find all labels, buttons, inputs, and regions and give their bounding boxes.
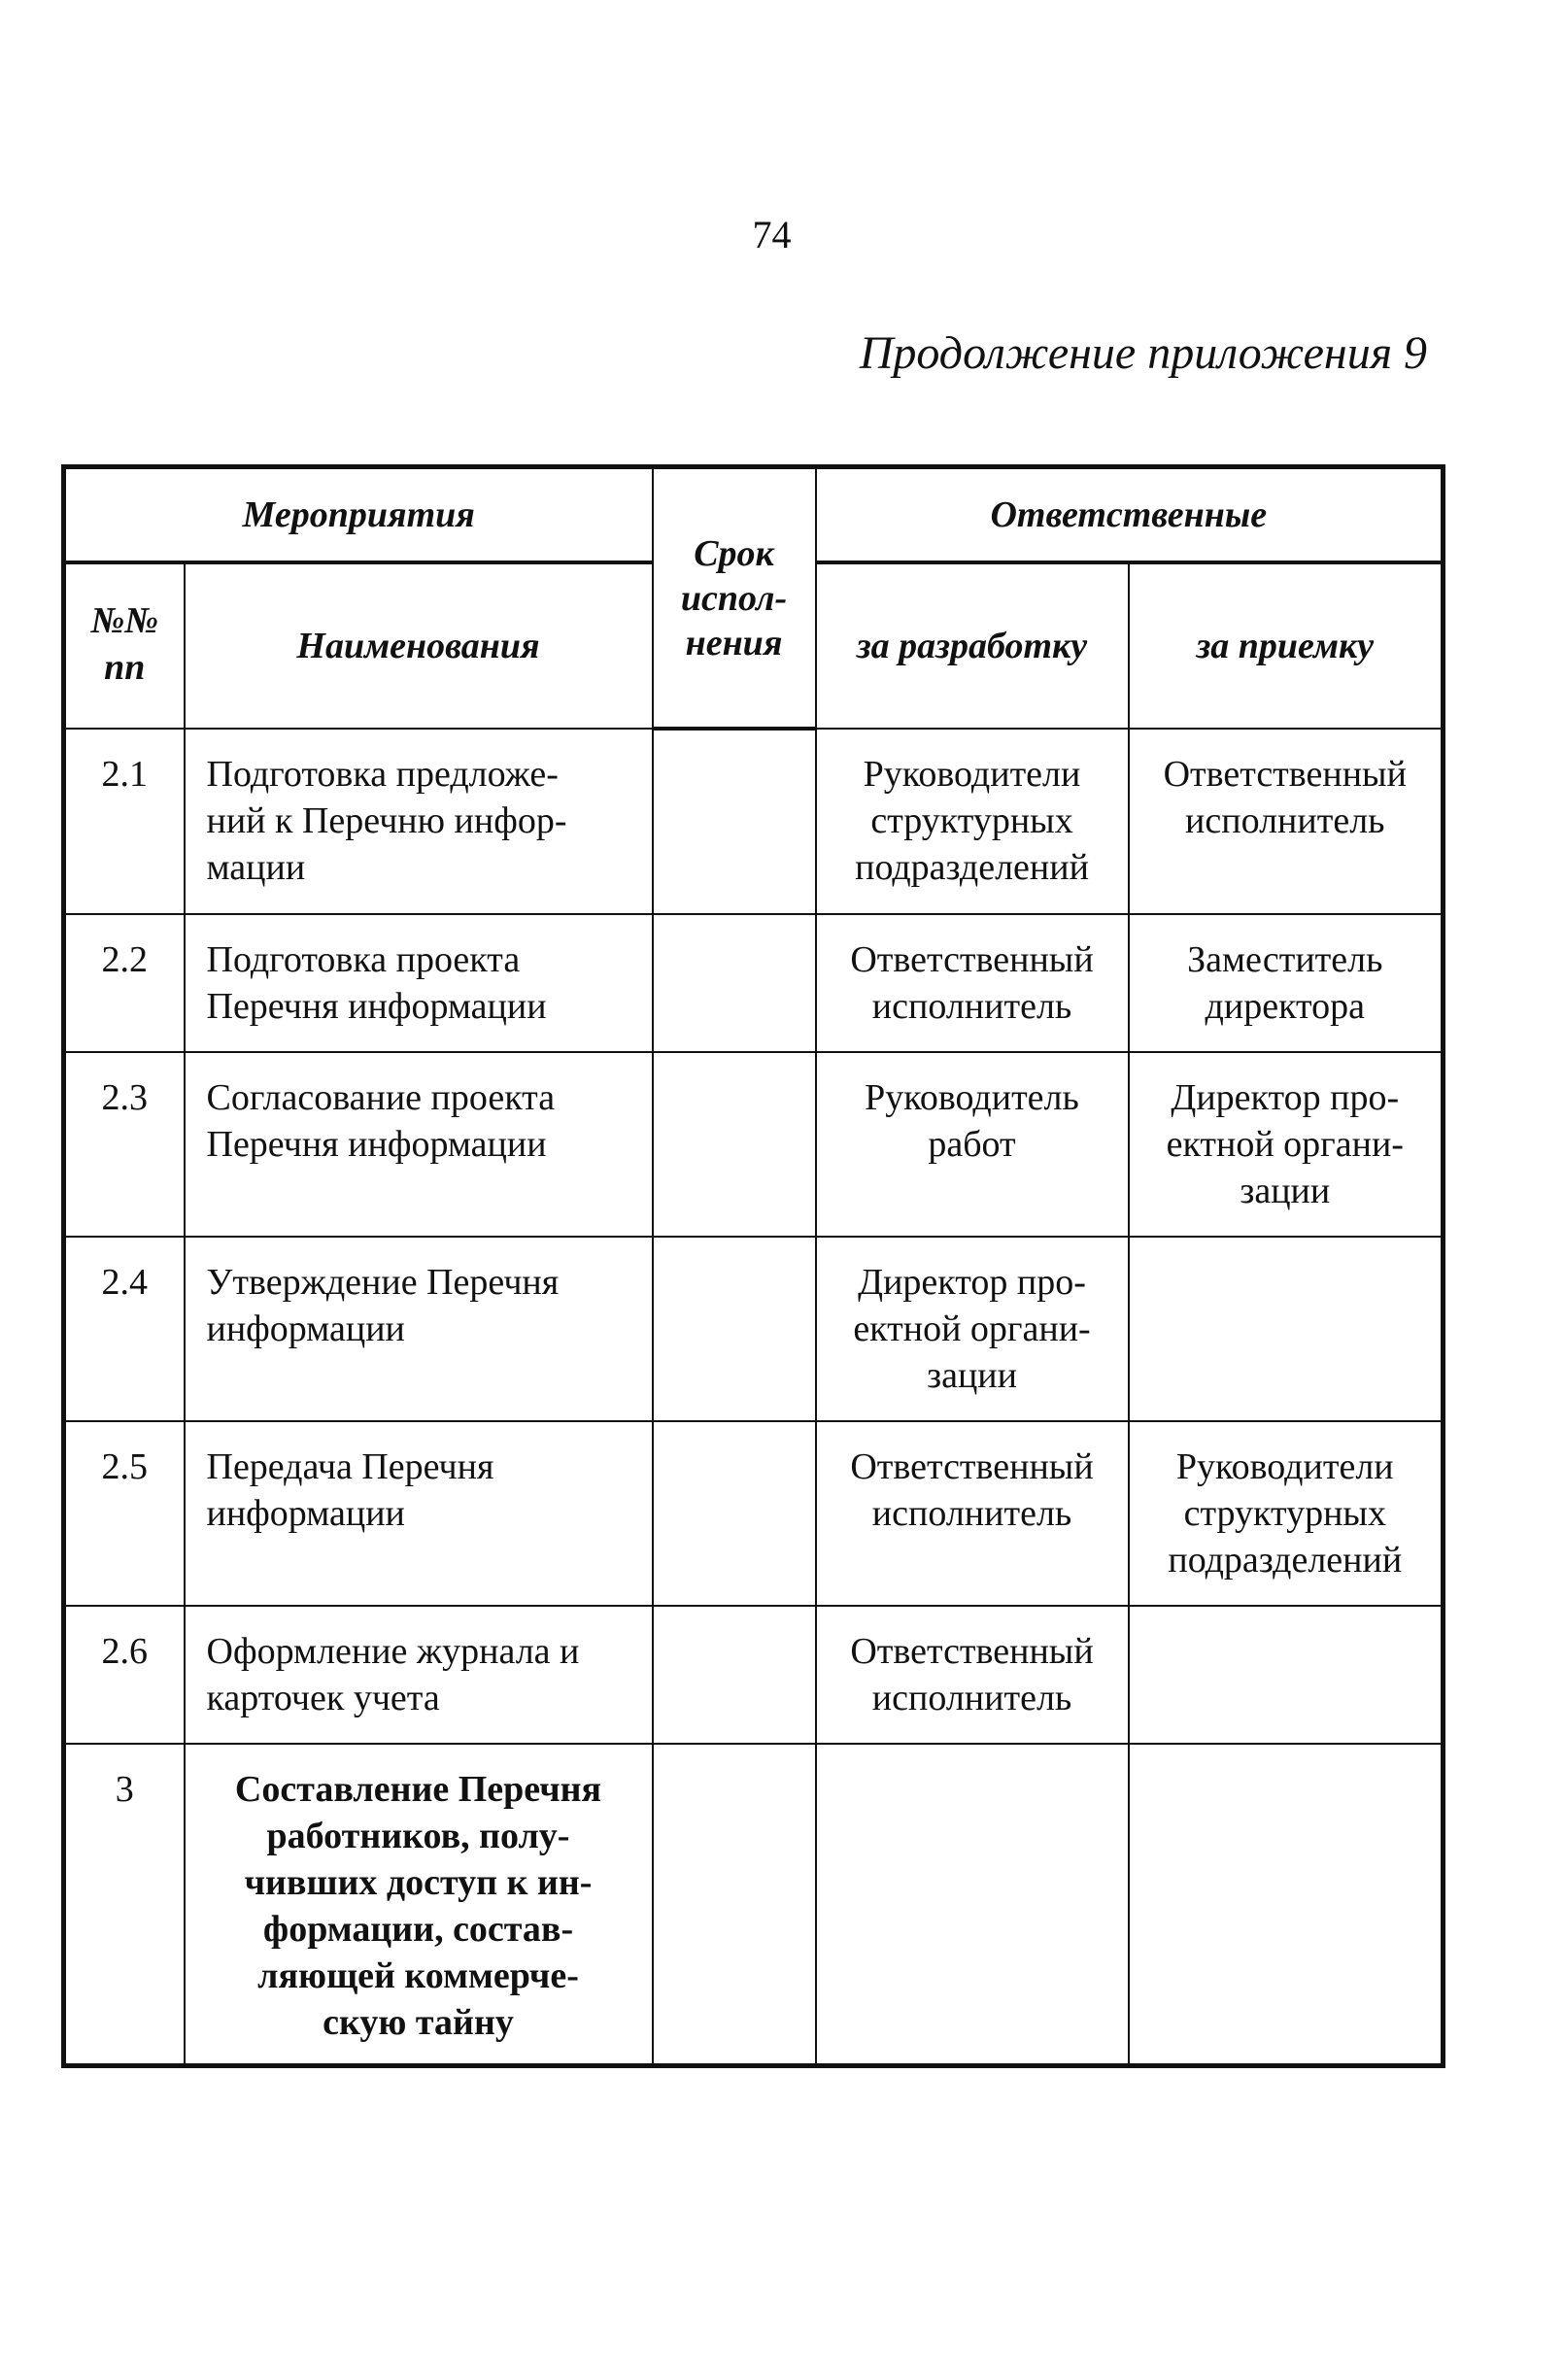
activity-name-line: Перечня информации (206, 986, 547, 1027)
header-deadline-line: испол- (680, 577, 788, 619)
row-number: 2.3 (64, 1052, 185, 1237)
responsible-development-line: ектной органи- (853, 1309, 1091, 1349)
activity-name-line: скую тайну (323, 2002, 514, 2043)
activity-name-line: Согласование проекта (206, 1077, 556, 1118)
responsible-acceptance (1129, 1052, 1444, 1237)
responsible-acceptance-line: директора (1205, 986, 1365, 1027)
table-row (64, 1421, 1444, 1606)
header-number-line: №№ (90, 600, 159, 641)
deadline-cell (653, 1606, 816, 1744)
appendix-label: Продолжение приложения 9 (859, 327, 1427, 379)
row-number: 2.5 (64, 1421, 185, 1606)
activities-table (61, 464, 1445, 2068)
activity-name (185, 1052, 653, 1237)
deadline-cell (653, 729, 816, 914)
activity-name-line: Составление Перечня (234, 1769, 602, 1810)
responsible-development-line: исполнитель (871, 1678, 1072, 1718)
deadline-cell (653, 1237, 816, 1421)
activity-name-line: информации (206, 1493, 405, 1534)
responsible-acceptance (1129, 1421, 1444, 1606)
activity-name-line: чивших доступ к ин- (244, 1862, 593, 1903)
activity-name-line: ляющей коммерче- (257, 1955, 579, 1996)
row-number: 2.2 (64, 914, 185, 1052)
row-number: 3 (64, 1744, 185, 2066)
activity-name-line: ний к Перечню инфор- (206, 800, 567, 841)
table-row (64, 1052, 1444, 1237)
activity-name-line: мации (206, 847, 306, 888)
responsible-acceptance (1129, 1606, 1444, 1744)
row-number: 2.1 (64, 729, 185, 914)
responsible-acceptance (1129, 1237, 1444, 1421)
responsible-development-line: Ответственный (850, 1446, 1094, 1487)
activity-name-line: Утверждение Перечня (206, 1262, 560, 1303)
responsible-acceptance (1129, 729, 1444, 914)
responsible-development-line: подразделений (855, 847, 1089, 888)
activity-name (185, 1237, 653, 1421)
row-number: 2.4 (64, 1237, 185, 1421)
header-development: за разработку (816, 562, 1129, 729)
table-row (64, 1237, 1444, 1421)
responsible-development (816, 1052, 1129, 1237)
header-acceptance: за приемку (1129, 562, 1444, 729)
deadline-cell (653, 1744, 816, 2066)
header-number (64, 562, 185, 729)
responsible-development (816, 1237, 1129, 1421)
responsible-acceptance-line: зации (1240, 1171, 1331, 1211)
activity-name (185, 729, 653, 914)
responsible-development (816, 1421, 1129, 1606)
activity-name-line: формации, состав- (262, 1909, 574, 1950)
activity-name (185, 1744, 653, 2066)
responsible-development (816, 1606, 1129, 1744)
activity-name-line: Подготовка проекта (206, 939, 521, 980)
responsible-acceptance (1129, 1744, 1444, 2066)
header-deadline-line: Срок (694, 532, 774, 574)
activity-name-line: Подготовка предложе- (206, 754, 559, 795)
responsible-development (816, 729, 1129, 914)
table-row (64, 1606, 1444, 1744)
responsible-acceptance-line: подразделений (1168, 1540, 1403, 1581)
responsible-development-line: исполнитель (871, 1493, 1072, 1534)
responsible-development-line: зации (927, 1355, 1017, 1396)
deadline-cell (653, 1421, 816, 1606)
responsible-acceptance-line: структурных (1183, 1493, 1386, 1534)
activity-name (185, 1421, 653, 1606)
activity-name (185, 1606, 653, 1744)
activity-name-line: Перечня информации (206, 1124, 547, 1165)
responsible-development (816, 1744, 1129, 2066)
responsible-development-line: структурных (870, 800, 1073, 841)
table-row (64, 914, 1444, 1052)
responsible-development-line: Руководитель (865, 1077, 1079, 1118)
activity-name-line: информации (206, 1309, 405, 1349)
table-row (64, 729, 1444, 914)
responsible-development-line: Ответственный (850, 939, 1094, 980)
responsible-acceptance-line: Заместитель (1187, 939, 1383, 980)
responsible-development-line: Руководители (863, 754, 1081, 795)
header-deadline (653, 467, 816, 730)
deadline-cell (653, 1052, 816, 1237)
header-number-line: пп (104, 647, 146, 688)
responsible-development-line: работ (928, 1124, 1016, 1165)
responsible-development (816, 914, 1129, 1052)
row-number: 2.6 (64, 1606, 185, 1744)
responsible-development-line: Ответственный (850, 1631, 1094, 1672)
activity-name (185, 914, 653, 1052)
header-activities: Мероприятия (64, 467, 653, 563)
activity-name-line: работников, полу- (266, 1816, 570, 1856)
deadline-cell (653, 914, 816, 1052)
responsible-development-line: исполнитель (871, 986, 1072, 1027)
table-row (64, 1744, 1444, 2066)
responsible-development-line: Директор про- (858, 1262, 1086, 1303)
header-responsible: Ответственные (816, 467, 1444, 563)
activity-name-line: Оформление журнала и (206, 1631, 580, 1672)
header-deadline-line: нения (685, 622, 783, 663)
responsible-acceptance-line: исполнитель (1185, 800, 1385, 841)
responsible-acceptance-line: Директор про- (1171, 1077, 1400, 1118)
page-number: 74 (752, 213, 792, 256)
responsible-acceptance-line: Ответственный (1163, 754, 1407, 795)
activity-name-line: Передача Перечня (206, 1446, 494, 1487)
activity-name-line: карточек учета (206, 1678, 440, 1718)
responsible-acceptance-line: ектной органи- (1166, 1124, 1404, 1165)
header-names: Наименования (185, 562, 653, 729)
responsible-acceptance-line: Руководители (1175, 1446, 1394, 1487)
responsible-acceptance (1129, 914, 1444, 1052)
